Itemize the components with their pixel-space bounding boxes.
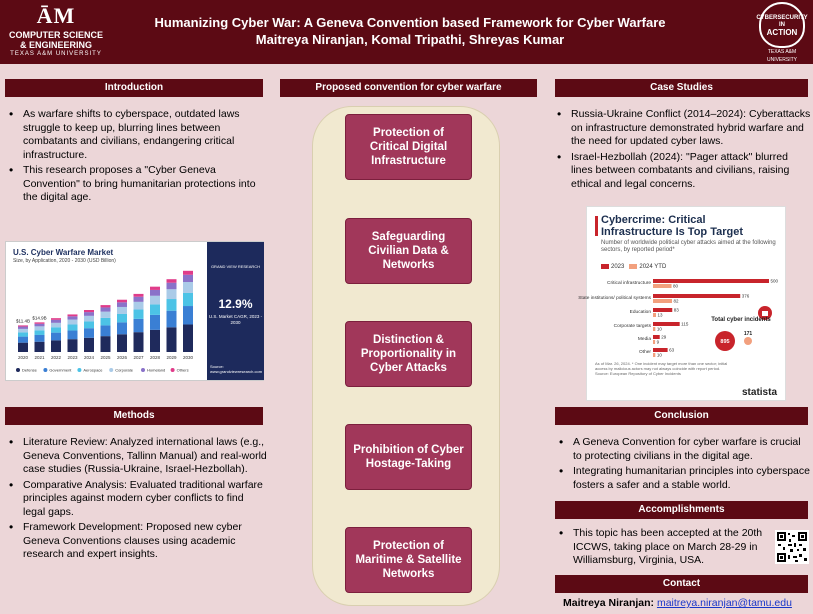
cagr-value: 12.9% [218, 297, 253, 311]
poster-authors: Maitreya Niranjan, Komal Tripathi, Shreyas Kumar [255, 32, 565, 47]
bar-segment [134, 310, 144, 319]
bar-segment [117, 334, 127, 352]
bar-segment [18, 325, 28, 326]
data-label: 10 [656, 352, 662, 358]
statista-chart-title: Cybercrime: Critical Infrastructure Is Top Target [601, 214, 744, 238]
case-studies-heading: Case Studies [555, 79, 808, 97]
bar-segment [35, 335, 45, 342]
bar-segment [150, 296, 160, 305]
case-studies-list [553, 108, 811, 193]
bar-segment [183, 275, 193, 282]
bar-segment [134, 297, 144, 302]
bar-segment [134, 294, 144, 297]
x-tick-label: 2025 [100, 355, 111, 360]
bar-segment [101, 336, 111, 352]
data-label: 83 [673, 307, 679, 313]
legend-marker [141, 368, 145, 372]
x-tick-label: 2023 [67, 355, 78, 360]
x-tick-label: 2022 [50, 355, 62, 360]
category-label: Education [629, 310, 651, 315]
bar-segment [68, 320, 78, 325]
proposed-convention-heading: Proposed convention for cyber warfare [280, 79, 537, 97]
category-label: Corporate targets [613, 324, 651, 329]
bar-segment [117, 302, 127, 307]
bar-segment [150, 315, 160, 330]
bar-segment [51, 318, 61, 320]
bar-segment [150, 287, 160, 290]
bar [653, 294, 740, 298]
x-tick-label: 2024 [83, 355, 95, 360]
shield-icon: CYBERSECURITY IN ACTION [759, 2, 805, 48]
bar-segment [68, 316, 78, 319]
bar-segment [101, 312, 111, 318]
lock-icon-body [762, 311, 768, 316]
convention-item: Distinction & Proportionality in Cyber Attacks [345, 321, 472, 387]
bar-segment [68, 331, 78, 340]
bar [653, 299, 672, 303]
conclusion-list [555, 436, 810, 494]
total-2024-value: 171 [743, 331, 753, 337]
data-label: 13 [657, 312, 663, 318]
bar-segment [35, 322, 45, 323]
convention-item: Protection of Critical Digital Infrastructure [345, 114, 472, 180]
legend-marker [16, 368, 20, 372]
total-incidents-label: Total cyber incidents [711, 317, 771, 323]
contact-heading: Contact [555, 575, 808, 593]
bar [653, 348, 668, 352]
list-item: • Framework Development: Proposed new cyber Geneva Conventions clauses using academic research and expert insights. [5, 521, 267, 562]
bar [653, 279, 769, 283]
bar-segment [117, 307, 127, 314]
bar-segment [68, 339, 78, 352]
bar-segment [134, 302, 144, 310]
contact-line [563, 597, 792, 609]
category-label: Other [639, 350, 651, 355]
legend-marker [43, 368, 47, 372]
statista-legend: 2023 2024 YTD [601, 264, 666, 270]
bar-segment [183, 293, 193, 306]
tamu-cse-logo: ĀM COMPUTER SCIENCE & ENGINEERING TEXAS A&M UNIVERSITY [2, 2, 110, 62]
contact-name: Maitreya Niranjan: [563, 597, 655, 609]
data-label: 82 [673, 298, 679, 304]
bar-segment [51, 340, 61, 352]
bar-segment [183, 306, 193, 324]
bar-segment [101, 307, 111, 311]
bar-segment [18, 337, 28, 343]
convention-item: Safeguarding Civilian Data & Networks [345, 218, 472, 284]
bar-segment [150, 290, 160, 296]
poster-title-block [120, 14, 700, 48]
accomplishments-heading: Accomplishments [555, 501, 808, 519]
bar [653, 308, 672, 312]
us-cyber-warfare-market-chart [5, 241, 264, 381]
legend-entry: Government [49, 367, 72, 373]
methods-heading: Methods [5, 407, 263, 425]
bar-segment [18, 327, 28, 329]
data-label: 63 [669, 347, 675, 353]
bar-segment [134, 319, 144, 332]
bar-segment [84, 321, 94, 328]
data-label: $11.4B [16, 318, 30, 324]
x-tick-label: 2021 [34, 355, 45, 360]
category-label: State institutions/ political systems [578, 296, 651, 301]
bar-segment [84, 338, 94, 352]
introduction-heading: Introduction [5, 79, 263, 97]
bar-segment [167, 283, 177, 290]
legend-entry: Others [176, 367, 189, 373]
legend-entry: Defense [22, 367, 37, 373]
total-2023-value: 895 [720, 339, 730, 345]
bar-segment [35, 342, 45, 352]
data-label: 376 [741, 293, 750, 299]
legend-marker [109, 368, 113, 372]
bar-segment [167, 279, 177, 283]
market-bar-chart [6, 242, 206, 380]
bar-segment [183, 271, 193, 275]
list-item: • Literature Review: Analyzed international laws (e.g., Geneva Conventions, Tallinn Manual) and real-world case studies (Russia-Ukraine, Israel-Hezbollah). [5, 436, 267, 477]
statista-chart-subtitle: Number of worldwide political cyber attacks aimed at the following sectors, by reported period* [601, 240, 776, 253]
market-chart-title: U.S. Cyber Warfare Market [13, 248, 114, 257]
bar-segment [150, 304, 160, 315]
statista-logo: statista [741, 387, 777, 398]
convention-item: Protection of Maritime & Satellite Networks [345, 527, 472, 593]
bar [653, 322, 680, 326]
x-tick-label: 2026 [116, 355, 128, 360]
accomplishments-list [555, 527, 773, 570]
x-tick-label: 2027 [133, 355, 144, 360]
category-label: Critical infrastructure [607, 281, 651, 286]
x-tick-label: 2029 [166, 355, 177, 360]
list-item: • Integrating humanitarian principles into cyberspace fosters a safer and a stable world. [555, 465, 810, 492]
bar-segment [167, 299, 177, 311]
list-item: • Russia-Ukraine Conflict (2014–2024): Cyberattacks on infrastructure demonstrated hybrid warfare and the need for updated cyber laws. [553, 108, 811, 149]
legend-marker [171, 368, 175, 372]
legend-marker [77, 368, 81, 372]
introduction-list [5, 108, 263, 207]
list-item: • A Geneva Convention for cyber warfare is crucial to protecting civilians in the digital age. [555, 436, 810, 463]
x-tick-label: 2020 [17, 355, 29, 360]
bar-segment [35, 330, 45, 335]
list-item: • Israel-Hezbollah (2024): "Pager attack" blurred lines between combatants and civilians, raising ethical and legal concerns. [553, 151, 811, 192]
bar-segment [101, 318, 111, 325]
bar-segment [117, 314, 127, 322]
bar-segment [167, 289, 177, 299]
x-tick-label: 2030 [182, 355, 194, 360]
bar-segment [51, 320, 61, 323]
tamu-mark: ĀM [36, 3, 76, 28]
bar-segment [51, 323, 61, 327]
data-label: 500 [770, 278, 779, 284]
bar-segment [68, 314, 78, 316]
data-label: 9 [656, 339, 660, 345]
conclusion-heading: Conclusion [555, 407, 808, 425]
legend-entry: Corporate [115, 367, 133, 373]
bar-segment [35, 324, 45, 327]
market-chart-subtitle: Size, by Application, 2020 - 2030 (USD Billion) [13, 258, 116, 264]
convention-item: Prohibition of Cyber Hostage-Taking [345, 424, 472, 490]
bar-segment [84, 310, 94, 312]
cybersecurity-in-action-logo: CYBERSECURITY IN ACTION TEXAS A&M UNIVERSITY [755, 2, 809, 62]
bar [653, 340, 655, 344]
bar-segment [84, 316, 94, 322]
bar-segment [18, 332, 28, 336]
bar-segment [68, 324, 78, 330]
bar-segment [134, 332, 144, 352]
data-label: 80 [673, 283, 679, 289]
qr-code-icon[interactable] [775, 530, 809, 564]
bar-segment [167, 327, 177, 352]
bar-segment [18, 329, 28, 333]
market-sidebar: GRAND VIEW RESEARCH 12.9% U.S. Market CAGR, 2023 - 2030 Source: www.grandviewresearch.com [207, 242, 264, 380]
x-tick-label: 2028 [149, 355, 161, 360]
statista-footnote: As of Mar. 26, 2024. * One incident may target more than one sector; initial access by malicious actors may not always coincide with report period. Source: European Repository of Cyber Incidents [595, 361, 728, 376]
list-item: • As warfare shifts to cyberspace, outdated laws struggle to keep up, blurring lines between combatants and civilians, endangering critical infrastructure. [5, 108, 263, 162]
bar-segment [183, 324, 193, 352]
bar-segment [167, 311, 177, 328]
bar [653, 335, 660, 339]
bar-segment [101, 325, 111, 336]
data-label: 29 [661, 334, 667, 340]
bar [653, 313, 656, 317]
legend-entry: Aerospace [83, 367, 103, 373]
list-item: • This topic has been accepted at the 20th ICCWS, taking place on March 28-29 in Williamsburg, Virginia, USA. [555, 527, 773, 568]
data-label: $14.9B [32, 315, 47, 321]
bar-segment [117, 322, 127, 334]
total-2024-marker [744, 337, 752, 345]
statista-cybercrime-chart [578, 206, 786, 401]
bar-segment [84, 312, 94, 316]
bar-segment [35, 326, 45, 330]
category-label: Media [637, 337, 651, 342]
bar-segment [51, 327, 61, 332]
bar [653, 353, 655, 357]
list-item: • This research proposes a "Cyber Geneva Convention" to bring humanitarian protections into the digital age. [5, 164, 263, 205]
contact-email-link[interactable]: maitreya.niranjan@tamu.edu [656, 597, 792, 609]
bar [653, 327, 655, 331]
poster-header [0, 0, 813, 64]
data-label: 10 [656, 326, 662, 332]
poster-title: Humanizing Cyber War: A Geneva Convention based Framework for Cyber Warfare [154, 15, 666, 30]
data-label: 115 [681, 321, 689, 327]
list-item: • Comparative Analysis: Evaluated traditional warfare principles against modern cyber conflicts to find legal gaps. [5, 479, 267, 520]
bar [653, 284, 672, 288]
bar-segment [101, 305, 111, 307]
legend-entry: Homeland [147, 367, 166, 373]
bar-segment [18, 343, 28, 352]
methods-list [5, 436, 267, 564]
bar-segment [183, 282, 193, 293]
bar-segment [51, 333, 61, 341]
bar-segment [117, 300, 127, 303]
bar-segment [84, 328, 94, 338]
bar-segment [150, 330, 160, 352]
